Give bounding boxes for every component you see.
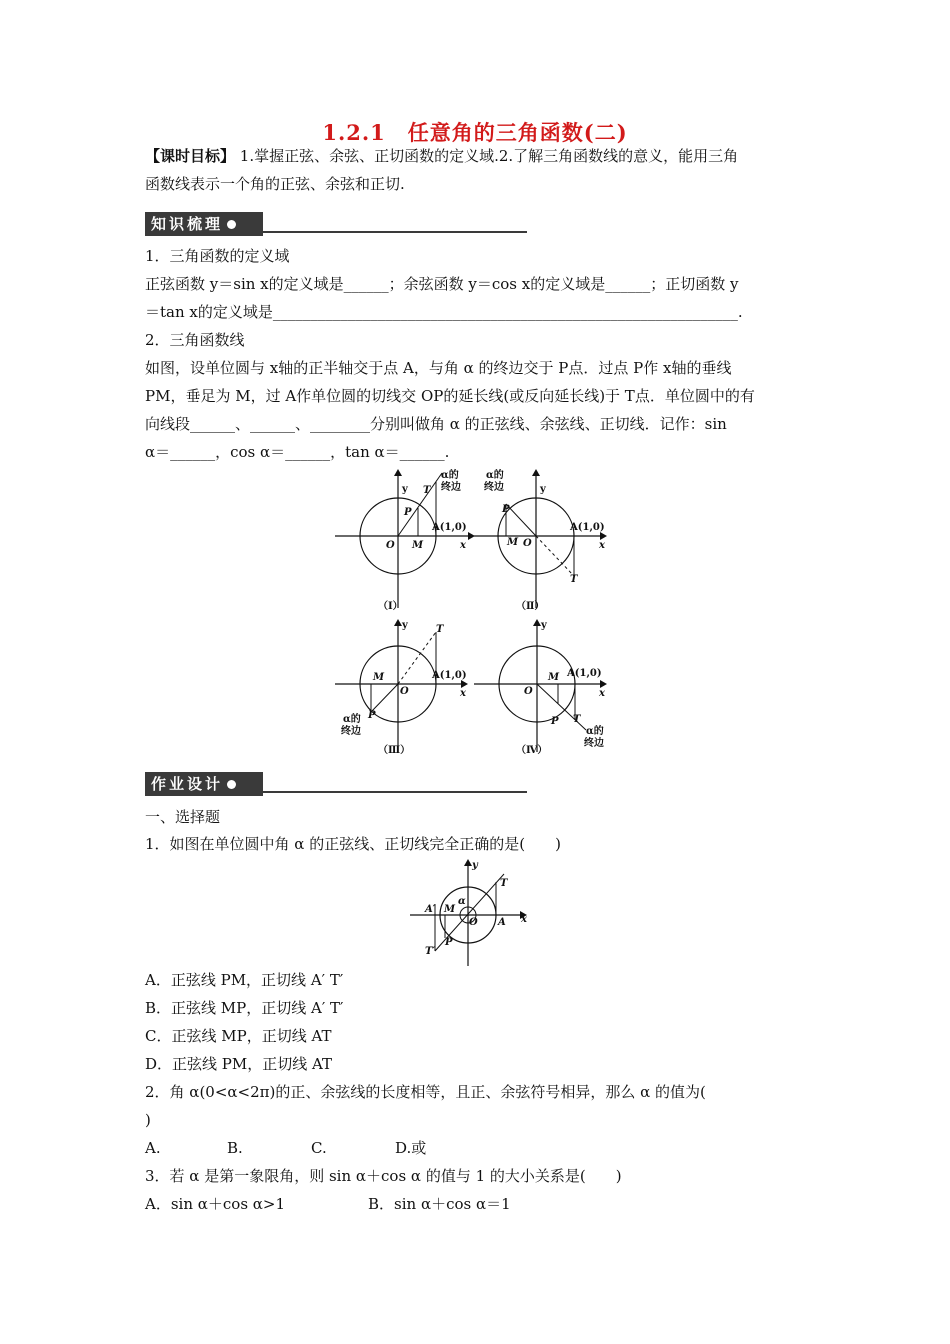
section-tag xyxy=(145,772,263,796)
q3-option-b: B．sin α＋cos α＝1 xyxy=(368,1195,511,1213)
fig3-M: M xyxy=(373,672,385,683)
k1-line-2: ＝tan x的定义域是______________________________________________________________. xyxy=(145,303,743,321)
fig1-x: x xyxy=(460,540,466,551)
fig3-terminal-2: 终边 xyxy=(341,726,361,737)
q2-stem: 2．角 α(0<α<2π)的正、余弦线的长度相等，且正、余弦符号相异，那么 α 的值为( xyxy=(145,1083,706,1101)
q1-x: x xyxy=(521,914,527,925)
k2-heading: 2．三角函数线 xyxy=(145,331,245,349)
fig4-O: O xyxy=(524,686,533,697)
figure-quadrant-4 xyxy=(474,612,614,762)
fig1-y-label: y xyxy=(402,484,408,495)
fig3-x: x xyxy=(460,688,466,699)
fig2-y-label: y xyxy=(540,484,546,495)
fig4-x: x xyxy=(599,688,605,699)
q2-option-a: A. xyxy=(145,1139,161,1157)
q1-option-a: A．正弦线 PM，正切线 A′ T′ xyxy=(145,971,344,989)
section-banner-knowledge xyxy=(145,212,527,236)
k2-line-1: 如图，设单位圆与 x轴的正半轴交于点 A，与角 α 的终边交于 P点．过点 P作 x轴的垂线 xyxy=(145,359,732,377)
fig4-caption: （Ⅳ） xyxy=(516,745,548,756)
fig1-terminal-2: 终边 xyxy=(441,482,461,493)
fig4-terminal-1: α的 xyxy=(586,726,604,737)
fig4-P: P xyxy=(551,716,559,727)
q1-Aprime: A′ xyxy=(425,904,436,915)
q2-option-c: C. xyxy=(311,1139,327,1157)
q1-option-d: D．正弦线 PM，正切线 AT xyxy=(145,1055,333,1073)
q2-option-b: B. xyxy=(227,1139,243,1157)
q1-M: M xyxy=(444,904,456,915)
objective-line-2: 函数线表示一个角的正弦、余弦和正切. xyxy=(145,175,405,193)
fig2-caption: （Ⅱ） xyxy=(516,601,545,612)
objective-tag: 【课时目标】 xyxy=(145,147,236,165)
figure-quadrant-1 xyxy=(335,468,475,616)
section-rule xyxy=(263,791,527,793)
q1-T: T xyxy=(500,878,508,889)
fig1-terminal-1: α的 xyxy=(441,470,459,481)
q1-Tprime: T′ xyxy=(425,946,436,957)
bullet-icon xyxy=(227,780,236,789)
fig1-A: A(1,0) xyxy=(432,522,467,533)
q1-O: O xyxy=(469,917,478,928)
fig3-O: O xyxy=(400,686,409,697)
fig3-caption: （Ⅲ） xyxy=(378,745,411,756)
fig2-A: A(1,0) xyxy=(570,522,605,533)
q1-stem: 1．如图在单位圆中角 α 的正弦线、正切线完全正确的是( ) xyxy=(145,835,561,853)
fig2-x: x xyxy=(599,540,605,551)
k1-heading: 1．三角函数的定义域 xyxy=(145,247,290,265)
fig2-M: M xyxy=(507,537,519,548)
k1-line-1: 正弦函数 y＝sin x的定义域是______；余弦函数 y＝cos x的定义域是______；正切函数 y xyxy=(145,275,739,293)
objective-text: 1.掌握正弦、余弦、正切函数的定义域.2.了解三角函数线的意义，能用三角 xyxy=(235,147,739,165)
q1-P: P xyxy=(445,937,453,948)
objective-line-1 xyxy=(145,146,805,166)
section-banner-homework xyxy=(145,772,527,796)
fig2-terminal-2: 终边 xyxy=(484,482,504,493)
fig1-T: T xyxy=(423,485,431,496)
fig1-caption: （Ⅰ） xyxy=(378,601,403,612)
q3-stem: 3．若 α 是第一象限角，则 sin α＋cos α 的值与 1 的大小关系是( ) xyxy=(145,1167,622,1185)
q1-A: A xyxy=(498,917,506,928)
section-label: 作业设计 xyxy=(151,775,224,793)
q1-figure xyxy=(408,856,536,966)
figure-quadrant-3 xyxy=(335,612,475,762)
fig2-T: T xyxy=(570,574,578,585)
fig1-O: O xyxy=(386,540,395,551)
bullet-icon xyxy=(227,220,236,229)
q1-option-c: C．正弦线 MP，正切线 AT xyxy=(145,1027,332,1045)
k2-line-4: α＝______，cos α＝______，tan α＝______. xyxy=(145,443,450,461)
fig4-terminal-2: 终边 xyxy=(584,738,604,749)
hw-part: 一、选择题 xyxy=(145,808,221,826)
q2-stem-cont: ) xyxy=(145,1111,151,1129)
fig3-terminal-1: α的 xyxy=(343,714,361,725)
figure-quadrant-2 xyxy=(474,468,614,616)
fig2-terminal-1: α的 xyxy=(486,470,504,481)
fig1-P: P xyxy=(404,507,412,518)
fig1-M: M xyxy=(412,540,424,551)
q1-option-b: B．正弦线 MP，正切线 A′ T′ xyxy=(145,999,344,1017)
fig4-M: M xyxy=(548,672,560,683)
fig4-A: A(1,0) xyxy=(567,668,602,679)
section-tag xyxy=(145,212,263,236)
fig2-O: O xyxy=(523,538,532,549)
fig3-P: P xyxy=(368,710,376,721)
page-title: 1.2.1 任意角的三角函数(二) xyxy=(322,120,628,145)
fig3-A: A(1,0) xyxy=(432,670,467,681)
q3-option-a: A．sin α＋cos α>1 xyxy=(145,1195,286,1213)
q2-option-d: D.或 xyxy=(395,1139,427,1157)
q1-y: y xyxy=(472,860,478,871)
fig4-T: T xyxy=(573,714,581,725)
fig3-T: T xyxy=(436,624,444,635)
k2-line-2: PM，垂足为 M，过 A作单位圆的切线交 OP的延长线(或反向延长线)于 T点．单位圆中的有 xyxy=(145,387,755,405)
fig3-y-label: y xyxy=(402,620,408,631)
section-label: 知识梳理 xyxy=(151,215,224,233)
q1-alpha: α xyxy=(458,896,466,907)
k2-line-3: 向线段______、______、________分别叫做角 α 的正弦线、余弦线、正切线．记作：sin xyxy=(145,415,727,433)
fig2-P: P xyxy=(502,504,510,515)
fig4-y-label: y xyxy=(541,620,547,631)
section-rule xyxy=(263,231,527,233)
